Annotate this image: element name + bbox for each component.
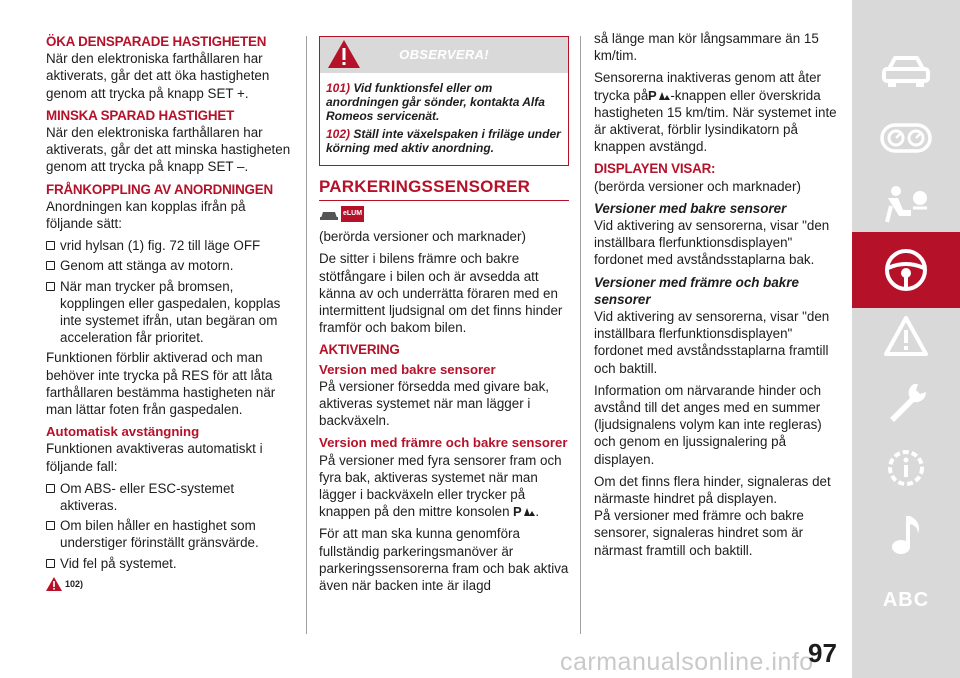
warning-box-body: 101) Vid funktionsfel eller om anordningen går sönder, kontakta Alfa Romeos servicenät. 102) Ställ inte växelspaken i friläge under körning med aktiv anordning. xyxy=(326,81,561,155)
paragraph: (berörda versioner och marknader) xyxy=(594,178,801,194)
heading-front-rear-sensors: Version med främre och bakre sensorer xyxy=(319,435,568,451)
watermark: carmanualsonline.info xyxy=(560,648,814,676)
warning-triangle-icon xyxy=(46,577,62,591)
bullet-icon xyxy=(46,484,55,493)
info-gear-icon xyxy=(883,445,929,491)
paragraph: Information om närvarande hinder och avstånd till det anges med en summer (ljudsignalens volym kan inte regleras) och genom en ljussignalering på displayen. xyxy=(594,382,822,467)
paragraph: De sitter i bilens främre och bakre stötfångare i bilen och är avsedda att känna av och underrätta föraren med en intermittent ljudsignal om det finns hinder framför och bakom bilen. xyxy=(319,251,563,336)
heading-auto-off: Automatisk avstängning xyxy=(46,424,200,440)
paragraph: När den elektroniska farthållaren har aktiverats, går det att öka hastigheten genom att trycka på knapp SET +. xyxy=(46,51,270,101)
paragraph: Funktionen avaktiveras automatiskt i följande fall: xyxy=(46,441,263,474)
heading-rear-sensors: Version med bakre sensorer xyxy=(319,361,496,377)
sidebar-item-maintenance[interactable] xyxy=(852,364,960,440)
warning-box xyxy=(319,36,569,166)
seat-airbag-icon xyxy=(883,184,929,224)
index-label: ABC xyxy=(882,588,930,611)
sidebar-item-emergency[interactable] xyxy=(852,298,960,374)
column-1 xyxy=(46,30,292,593)
paragraph: På versioner försedda med givare bak, aktiveras systemet när man lägger i backväxeln. xyxy=(319,378,549,429)
paragraph: Om det finns flera hinder, signaleras det närmaste hindret på displayen. xyxy=(594,473,831,507)
paragraph: Anordningen kan kopplas ifrån på följande sätt: xyxy=(46,198,246,232)
sidebar-item-multimedia[interactable] xyxy=(852,496,960,572)
paragraph: Sensorerna inaktiveras genom att åter trycka på P -knappen eller överskrida hastigheten 15 km/tim. När systemet inte är aktiverat, förblir lysindikatorn på knappen avstängd. xyxy=(594,70,837,155)
sidebar-item-vehicle[interactable] xyxy=(852,34,960,110)
chapter-sidebar xyxy=(852,0,960,678)
list-item: vrid hylsan (1) fig. 72 till läge OFF xyxy=(46,237,292,254)
list-item: Om bilen håller en hastighet som understiger förinställt gränsvärde. xyxy=(46,517,292,551)
sidebar-item-index[interactable] xyxy=(852,562,960,638)
dashboard-gauges-icon xyxy=(880,123,932,153)
warning-box-header xyxy=(320,37,568,73)
wrench-icon xyxy=(884,380,928,424)
list-item: Vid fel på systemet. xyxy=(46,555,292,572)
column-divider xyxy=(306,36,307,634)
sidebar-item-technical-data[interactable] xyxy=(852,430,960,506)
heading-decrease-speed: MINSKA SPARAD HASTIGHET xyxy=(46,107,235,123)
equipment-icons xyxy=(319,206,569,222)
sidebar-item-driving[interactable] xyxy=(852,232,960,308)
heading-front-rear-versions: Versioner med främre och bakre sensorer xyxy=(594,274,799,307)
heading-disconnect: FRÅNKOPPLING AV ANORDNINGEN xyxy=(46,181,273,197)
svg-text:P: P xyxy=(648,87,657,102)
car-icon xyxy=(881,55,931,89)
paragraph: (berörda versioner och marknader) xyxy=(319,229,526,245)
list-item: Om ABS- eller ESC-systemet aktiveras. xyxy=(46,480,292,514)
elum-badge: eLUM xyxy=(341,206,364,222)
steering-wheel-icon xyxy=(883,247,929,293)
heading-display-shows: DISPLAYEN VISAR: xyxy=(594,161,716,177)
bullet-icon xyxy=(46,521,55,530)
page-number: 97 xyxy=(808,638,837,668)
bullet-icon xyxy=(46,261,55,270)
bullet-icon xyxy=(46,282,55,291)
list-item: Genom att stänga av motorn. xyxy=(46,257,292,274)
paragraph: På versioner med fyra sensorer fram och fyra bak, aktiveras systemet när man lägger i backväxeln eller trycker på knappen på den mittre konsolen P . xyxy=(319,452,562,520)
paragraph: Funktionen förblir aktiverad och man behöver inte trycka på RES för att låta farthållaren bestämma hastigheten när man lättar foten från gaspedalen. xyxy=(46,350,276,418)
column-divider xyxy=(580,36,581,634)
heading-increase-speed: ÖKA DENSPARADE HASTIGHETEN xyxy=(46,34,267,49)
heading-activation: AKTIVERING xyxy=(319,342,400,358)
column-2 xyxy=(319,36,569,599)
parking-sensor-icon xyxy=(513,504,535,518)
warning-triangle-icon xyxy=(883,315,929,357)
bullet-icon xyxy=(46,241,55,250)
car-icon xyxy=(319,208,339,222)
paragraph: När den elektroniska farthållaren har aktiverats, går det att minska hastigheten genom att trycka på knapp SET –. xyxy=(46,125,291,175)
sidebar-item-safety[interactable] xyxy=(852,166,960,242)
sidebar-item-dashboard[interactable] xyxy=(852,100,960,176)
paragraph: För att man ska kunna genomföra fullständig parkeringsmanöver är parkeringssensorerna fram och bak aktiva även när backen inte är ilagd xyxy=(319,526,569,594)
bullet-icon xyxy=(46,559,55,568)
warning-box-title: OBSERVERA! xyxy=(399,47,489,63)
warning-triangle-icon xyxy=(328,40,360,68)
parking-sensor-icon xyxy=(648,88,670,102)
list-item: När man trycker på bromsen, kopplingen eller gaspedalen, kopplas inte systemet ifrån, utan begäran om acceleration får prioritet. xyxy=(46,278,292,347)
paragraph: Vid aktivering av sensorerna, visar "den inställbara flerfunktionsdisplayen" fordonet med avståndsstaplarna bak. xyxy=(594,218,830,268)
music-note-icon xyxy=(888,512,924,556)
column-3 xyxy=(594,30,844,564)
svg-text:P: P xyxy=(513,504,522,519)
warning-reference[interactable]: 102) xyxy=(46,576,292,593)
section-title: PARKERINGSSENSORER xyxy=(319,178,569,201)
heading-rear-versions: Versioner med bakre sensorer xyxy=(594,200,787,216)
paragraph: Vid aktivering av sensorerna, visar "den inställbara flerfunktionsdisplayen" fordonet med avståndsstaplarna framtill och baktill. xyxy=(594,309,830,376)
paragraph: På versioner med främre och bakre sensorer, signaleras hindret som är närmast framtill och baktill. xyxy=(594,508,804,558)
paragraph: så länge man kör långsammare än 15 km/tim. xyxy=(594,31,819,64)
